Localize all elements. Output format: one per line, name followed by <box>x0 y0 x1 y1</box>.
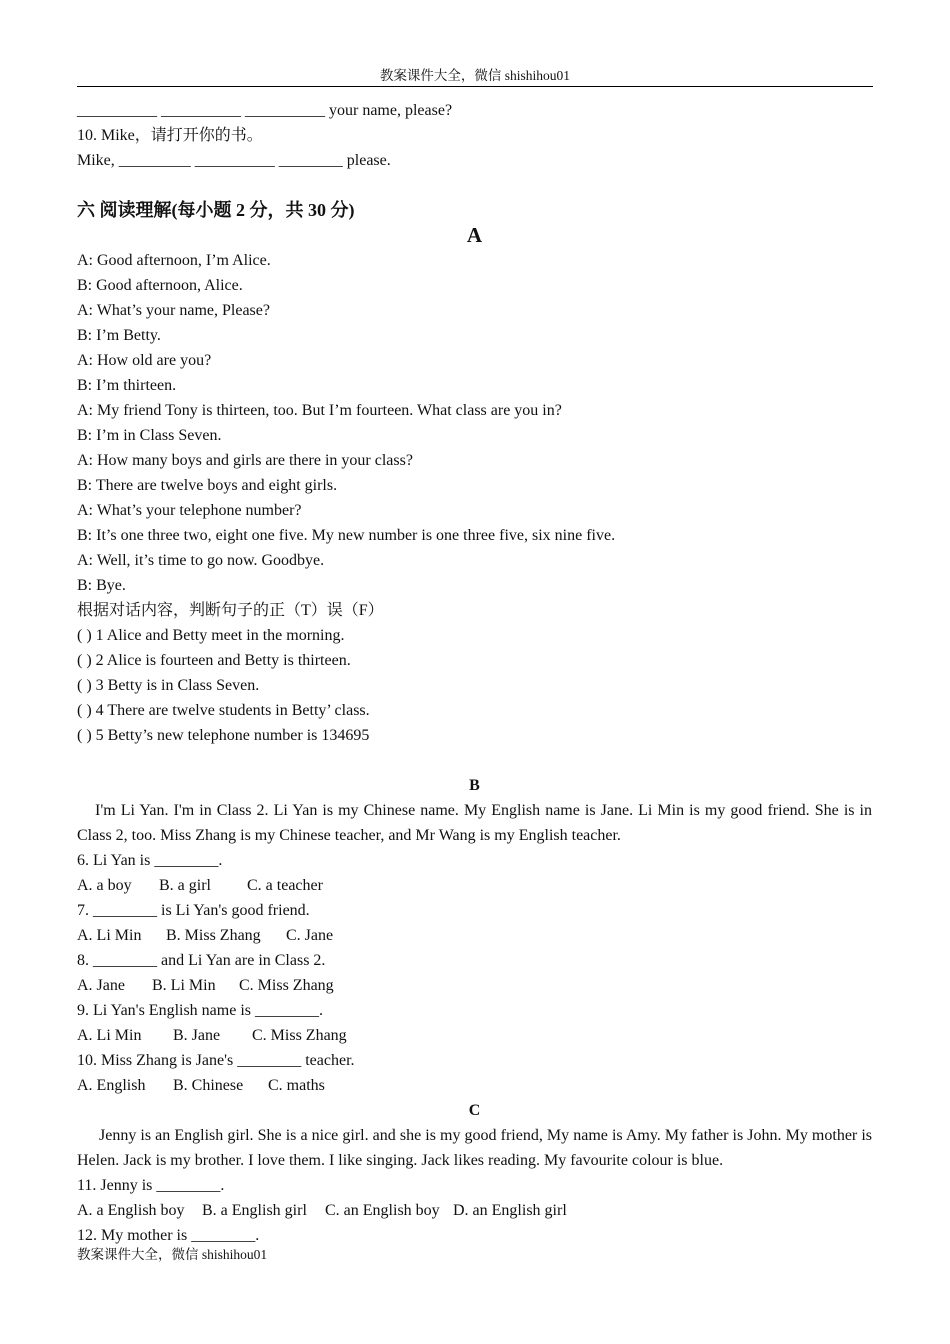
passage-c-title: C <box>468 1102 481 1119</box>
dialogue-line: B: Bye. <box>77 577 126 594</box>
option: C. Jane <box>286 927 334 944</box>
question-line: 8. ________ and Li Yan are in Class 2. <box>77 952 326 969</box>
option: C. maths <box>268 1077 325 1094</box>
statement-line: ( ) 2 Alice is fourteen and Betty is thirteen. <box>77 652 351 669</box>
passage-b-text: I'm Li Yan. I'm in Class 2. Li Yan is my Chinese name. My English name is Jane. Li Min is my good friend. She is in Class 2, too. Miss Zhang is my Chinese teacher, and Mr Wang is my English teacher. <box>77 802 872 844</box>
options-line <box>77 873 872 898</box>
dialogue-line: B: There are twelve boys and eight girls. <box>77 477 338 494</box>
options-line <box>77 923 872 948</box>
statement-line: ( ) 4 There are twelve students in Betty’ class. <box>77 702 370 719</box>
option: A. a English boy <box>77 1202 185 1219</box>
instruction-line: 根据对话内容，判断句子的正（T）误（F） <box>77 602 384 619</box>
option: B. a English girl <box>202 1202 307 1219</box>
question-line: 10. Mike，请打开你的书。 <box>77 127 263 144</box>
options-line <box>77 973 872 998</box>
question-line: 11. Jenny is ________. <box>77 1177 225 1194</box>
option: B. Li Min <box>152 977 216 994</box>
option: C. Miss Zhang <box>239 977 334 994</box>
options-line <box>77 1073 872 1098</box>
page-footer: 教案课件大全，微信 shishihou01 <box>77 1247 268 1262</box>
option: B. Miss Zhang <box>166 927 261 944</box>
statement-line: ( ) 1 Alice and Betty meet in the morning. <box>77 627 345 644</box>
option: A. English <box>77 1077 146 1094</box>
option: A. Jane <box>77 977 125 994</box>
option: B. a girl <box>159 877 211 894</box>
question-line: 6. Li Yan is ________. <box>77 852 223 869</box>
passage-c-questions <box>77 1173 872 1248</box>
dialogue-line: B: I’m in Class Seven. <box>77 427 222 444</box>
dialogue-line: A: What’s your name, Please? <box>77 302 270 319</box>
passage-b-title: B <box>469 777 480 794</box>
dialogue-line: A: Well, it’s time to go now. Goodbye. <box>77 552 325 569</box>
question-line: 10. Miss Zhang is Jane's ________ teacher. <box>77 1052 355 1069</box>
dialogue-line: A: What’s your telephone number? <box>77 502 302 519</box>
passage-b-questions <box>77 848 872 1098</box>
document-body <box>77 98 872 1248</box>
dialogue-line: A: How old are you? <box>77 352 212 369</box>
passage-c-text: Jenny is an English girl. She is a nice girl. and she is my good friend, My name is Amy. My father is John. My mother is Helen. Jack is my brother. I love them. I like singing. Jack likes reading. My favourite colour is blue. <box>77 1127 872 1169</box>
statement-line: ( ) 3 Betty is in Class Seven. <box>77 677 260 694</box>
dialogue-line: A: Good afternoon, I’m Alice. <box>77 252 271 269</box>
option: D. an English girl <box>453 1202 567 1219</box>
option: B. Jane <box>173 1027 221 1044</box>
section-title: 六 阅读理解(每小题 2 分，共 30 分) <box>77 200 355 220</box>
passage-a-title: A <box>466 223 483 247</box>
option: B. Chinese <box>173 1077 244 1094</box>
true-false-statements <box>77 623 872 748</box>
option: A. a boy <box>77 877 132 894</box>
options-line <box>77 1023 872 1048</box>
question-line: 12. My mother is ________. <box>77 1227 260 1244</box>
option: C. Miss Zhang <box>252 1027 347 1044</box>
dialogue-line: B: I’m thirteen. <box>77 377 177 394</box>
question-line: 7. ________ is Li Yan's good friend. <box>77 902 310 919</box>
option: A. Li Min <box>77 1027 142 1044</box>
passage-a-dialogue <box>77 248 872 598</box>
question-line: 9. Li Yan's English name is ________. <box>77 1002 323 1019</box>
dialogue-line: A: My friend Tony is thirteen, too. But I’m fourteen. What class are you in? <box>77 402 562 419</box>
dialogue-line: B: It’s one three two, eight one five. My new number is one three five, six nine five. <box>77 527 616 544</box>
page-header: 教案课件大全，微信 shishihou01 <box>77 66 873 87</box>
dialogue-line: A: How many boys and girls are there in your class? <box>77 452 413 469</box>
option: A. Li Min <box>77 927 142 944</box>
statement-line: ( ) 5 Betty’s new telephone number is 134695 <box>77 727 370 744</box>
fill-blank-line: __________ __________ __________ your name, please? <box>77 102 453 119</box>
options-line <box>77 1198 872 1223</box>
dialogue-line: B: I’m Betty. <box>77 327 161 344</box>
dialogue-line: B: Good afternoon, Alice. <box>77 277 243 294</box>
option: C. an English boy <box>325 1202 440 1219</box>
fill-blank-line: Mike, _________ __________ ________ please. <box>77 152 391 169</box>
option: C. a teacher <box>247 877 323 894</box>
